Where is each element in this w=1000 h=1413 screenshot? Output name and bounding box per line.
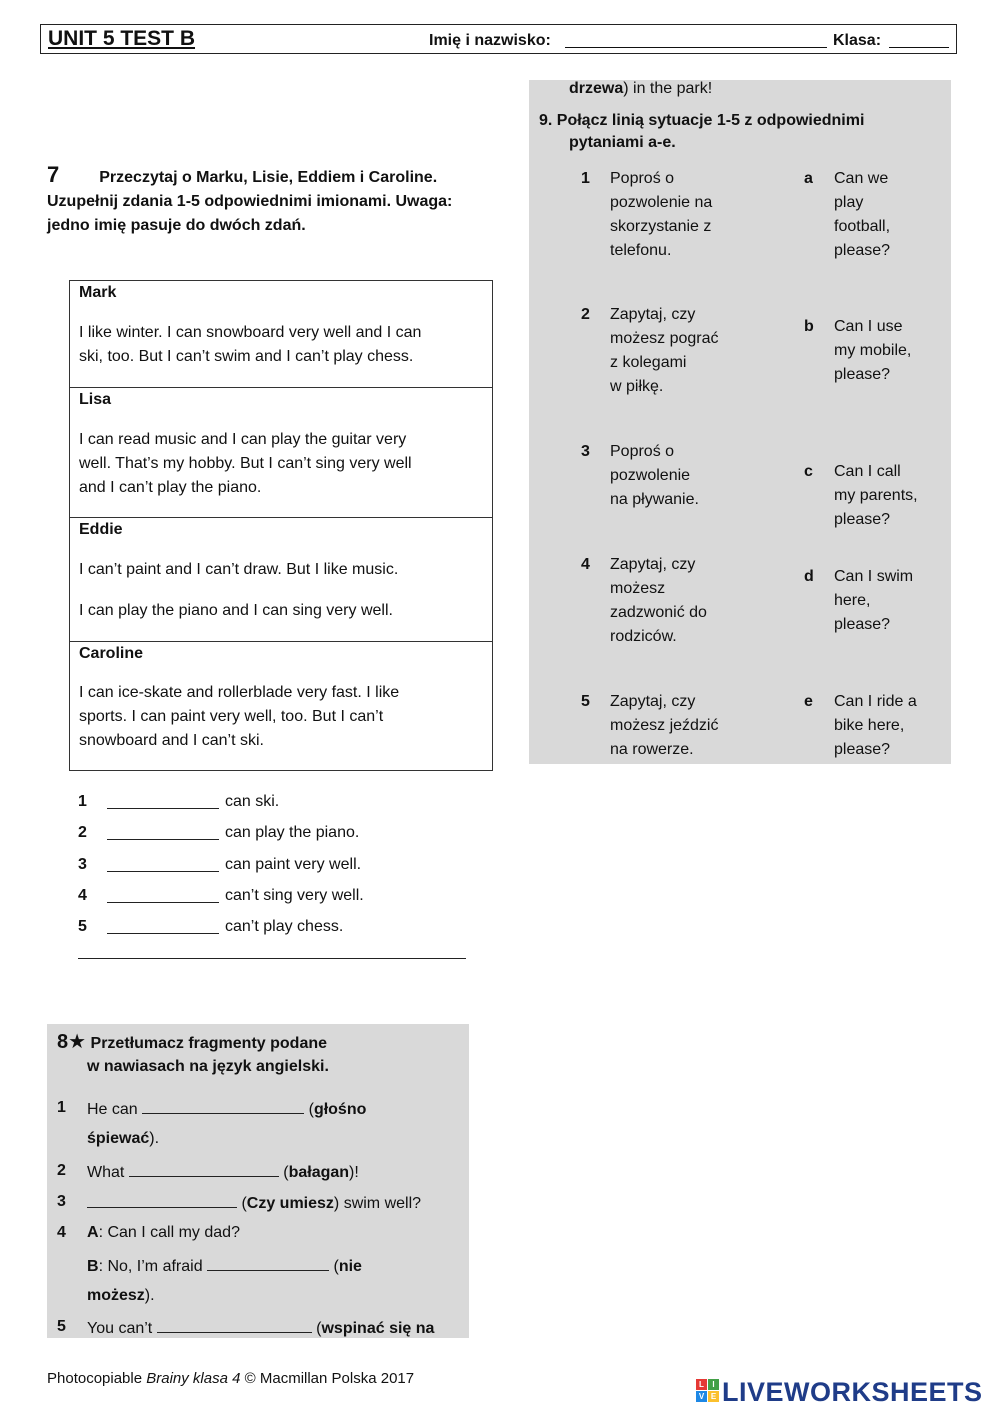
- question-letter: a: [804, 170, 813, 187]
- situation-text: rodziców.: [610, 628, 677, 645]
- item-number: 4: [57, 1224, 66, 1241]
- situation-text: w piłkę.: [610, 378, 664, 395]
- person-lisa: [70, 388, 492, 518]
- item-number: 5: [57, 1318, 66, 1335]
- person-text-line: I can ice-skate and rollerblade very fast. I like: [79, 684, 400, 701]
- name-label: Imię i nazwisko:: [429, 32, 551, 49]
- situation-text: Zapytaj, czy: [610, 556, 696, 573]
- question-text: please?: [834, 511, 891, 528]
- class-label: Klasa:: [833, 32, 882, 49]
- person-caroline: [70, 642, 492, 770]
- item-text: ).: [144, 1287, 155, 1304]
- answer-blank[interactable]: [107, 902, 219, 903]
- item-text: ) in the park!: [623, 80, 713, 97]
- question-letter: c: [804, 463, 813, 480]
- person-text-line: I like winter. I can snowboard very well and I can: [79, 324, 422, 341]
- situation-text: z kolegami: [610, 354, 687, 371]
- question-text: Can I swim: [834, 568, 914, 585]
- answer-blank[interactable]: [87, 1193, 237, 1208]
- item-text: You can’t: [87, 1320, 153, 1337]
- situation-text: Zapytaj, czy: [610, 306, 696, 323]
- situation-text: pozwolenie na: [610, 194, 713, 211]
- situation-text: telefonu.: [610, 242, 672, 259]
- person-text-line: ski, too. But I can’t swim and I can’t play chess.: [79, 348, 414, 365]
- item-number: 3: [78, 856, 87, 873]
- situation-number: 1: [581, 170, 590, 187]
- answer-blank[interactable]: [142, 1099, 304, 1114]
- answer-blank[interactable]: [107, 933, 219, 934]
- situation-text: zadzwonić do: [610, 604, 707, 621]
- exercise-7-number: 7: [47, 162, 60, 187]
- question-text: please?: [834, 741, 891, 758]
- person-text-line: and I can’t play the piano.: [79, 479, 262, 496]
- exercise-8-instruction-1: Przetłumacz fragmenty podane: [90, 1035, 328, 1052]
- answer-blank[interactable]: [107, 808, 219, 809]
- name-field-line[interactable]: [565, 47, 827, 48]
- book-title: Brainy klasa 4: [146, 1370, 241, 1387]
- item-text: can ski.: [225, 793, 280, 810]
- copyright-footer: [47, 1370, 414, 1387]
- question-text: please?: [834, 616, 891, 633]
- exercise-8-instruction-2: w nawiasach na język angielski.: [87, 1058, 329, 1075]
- answer-blank[interactable]: [157, 1318, 312, 1333]
- header-bar: [40, 24, 957, 54]
- footer-text: © Macmillan Polska 2017: [240, 1370, 415, 1387]
- item-text: (: [308, 1101, 314, 1118]
- item-text: )!: [349, 1164, 359, 1181]
- person-text-line: I can read music and I can play the guitar very: [79, 431, 407, 448]
- hint-text: możesz: [87, 1287, 145, 1304]
- exercise-7-text: Przeczytaj o Marku, Lisie, Eddiem i Caroline. Uzupełnij zdania 1-5 odpowiednimi imionami. Uwaga: jedno imię pasuje do dwóch zdań.: [47, 169, 453, 234]
- item-text: (: [283, 1164, 289, 1181]
- hint-text: głośno: [313, 1101, 367, 1118]
- logo-grid-icon: [696, 1379, 720, 1403]
- situation-text: możesz: [610, 580, 666, 597]
- exercise-8-number: 8: [57, 1031, 69, 1053]
- person-name: Lisa: [79, 391, 112, 408]
- person-text-line: I can play the piano and I can sing very well.: [79, 602, 393, 619]
- person-text-line: snowboard and I can’t ski.: [79, 732, 264, 749]
- item-text: ).: [149, 1130, 160, 1147]
- item-text: can’t play chess.: [225, 918, 344, 935]
- situation-number: 5: [581, 693, 590, 710]
- exercise-9-instruction-1: 9. Połącz linią sytuacje 1-5 z odpowiednimi: [539, 112, 865, 129]
- item-text: (: [333, 1258, 339, 1275]
- situation-number: 3: [581, 443, 590, 460]
- person-mark: [70, 281, 492, 388]
- speaker-label: A: [87, 1224, 99, 1241]
- question-text: please?: [834, 366, 891, 383]
- hint-text: śpiewać: [87, 1130, 150, 1147]
- item-text: What: [87, 1164, 125, 1181]
- person-text-line: well. That’s my hobby. But I can’t sing very well: [79, 455, 412, 472]
- person-text-line: I can’t paint and I can’t draw. But I like music.: [79, 561, 399, 578]
- situation-text: skorzystanie z: [610, 218, 712, 235]
- answer-blank[interactable]: [107, 839, 219, 840]
- answer-blank[interactable]: [207, 1256, 329, 1271]
- item-number: 3: [57, 1193, 66, 1210]
- question-text: football,: [834, 218, 891, 235]
- item-text: can paint very well.: [225, 856, 362, 873]
- exercise-9-instruction-2: pytaniami a-e.: [569, 134, 676, 151]
- question-text: Can I call: [834, 463, 901, 480]
- item-number: 1: [57, 1099, 66, 1116]
- item-number: 4: [78, 887, 87, 904]
- question-letter: e: [804, 693, 813, 710]
- question-text: Can I ride a: [834, 693, 917, 710]
- exercise-7-instruction: [47, 163, 467, 238]
- situation-number: 2: [581, 306, 590, 323]
- person-text-line: sports. I can paint very well, too. But I can’t: [79, 708, 384, 725]
- item-number: 1: [78, 793, 87, 810]
- item-text: can play the piano.: [225, 824, 360, 841]
- situation-number: 4: [581, 556, 590, 573]
- logo-letter: E: [708, 1391, 719, 1402]
- question-letter: d: [804, 568, 814, 585]
- question-text: Can I use: [834, 318, 903, 335]
- item-text: can’t sing very well.: [225, 887, 364, 904]
- people-descriptions-box: [69, 280, 493, 771]
- hint-text: drzewa: [569, 80, 624, 97]
- class-field-line[interactable]: [889, 47, 949, 48]
- item-text: ) swim well?: [333, 1195, 422, 1212]
- continued-sentence: [569, 80, 712, 98]
- exercise-8-panel: [47, 1024, 469, 1338]
- hint-text: nie: [338, 1258, 362, 1275]
- situation-text: Poproś o: [610, 443, 675, 460]
- logo-letter: I: [708, 1379, 719, 1390]
- logo-letter: V: [696, 1391, 707, 1402]
- divider-line: [78, 958, 466, 959]
- situation-text: możesz jeździć: [610, 717, 719, 734]
- hint-text: bałagan: [288, 1164, 350, 1181]
- question-text: please?: [834, 242, 891, 259]
- situation-text: Poproś o: [610, 170, 675, 187]
- person-name: Caroline: [79, 645, 144, 662]
- item-text: He can: [87, 1101, 138, 1118]
- star-icon: ★: [68, 1031, 87, 1053]
- answer-blank[interactable]: [107, 871, 219, 872]
- item-number: 2: [78, 824, 87, 841]
- situation-text: na rowerze.: [610, 741, 694, 758]
- person-eddie: [70, 518, 492, 642]
- person-name: Mark: [79, 284, 117, 301]
- item-text: (: [316, 1320, 322, 1337]
- item-text: (: [241, 1195, 247, 1212]
- exercise-8-heading: [57, 1030, 327, 1056]
- item-number: 5: [78, 918, 87, 935]
- hint-text: Czy umiesz: [246, 1195, 334, 1212]
- situation-text: pozwolenie: [610, 467, 691, 484]
- situation-text: możesz pograć: [610, 330, 719, 347]
- question-text: here,: [834, 592, 871, 609]
- question-text: my parents,: [834, 487, 918, 504]
- person-name: Eddie: [79, 521, 123, 538]
- item-text: : Can I call my dad?: [98, 1224, 240, 1241]
- question-letter: b: [804, 318, 814, 335]
- footer-text: Photocopiable: [47, 1370, 147, 1387]
- question-text: Can we: [834, 170, 889, 187]
- logo-text: LIVEWORKSHEETS: [722, 1377, 983, 1407]
- test-title: UNIT 5 TEST B: [48, 27, 196, 50]
- situation-text: na pływanie.: [610, 491, 699, 508]
- item-number: 2: [57, 1162, 66, 1179]
- hint-text: wspinać się na: [321, 1320, 435, 1337]
- logo-letter: L: [696, 1379, 707, 1390]
- answer-blank[interactable]: [129, 1162, 279, 1177]
- speaker-label: B: [87, 1258, 99, 1275]
- question-text: play: [834, 194, 864, 211]
- question-text: bike here,: [834, 717, 905, 734]
- exercise-9-panel: [529, 80, 951, 764]
- item-text: : No, I’m afraid: [98, 1258, 203, 1275]
- question-text: my mobile,: [834, 342, 912, 359]
- situation-text: Zapytaj, czy: [610, 693, 696, 710]
